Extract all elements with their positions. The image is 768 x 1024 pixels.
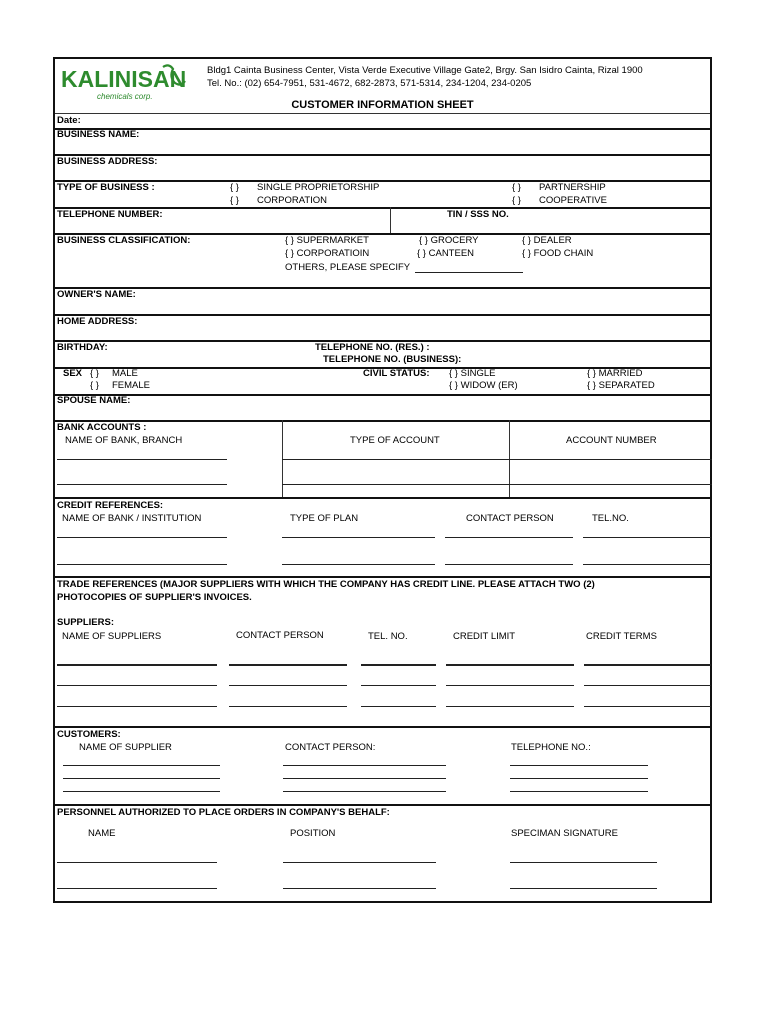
- trade-col-limit: CREDIT LIMIT: [453, 631, 516, 642]
- option-single[interactable]: { } SINGLE: [449, 368, 496, 379]
- supplier-tel-line[interactable]: [361, 706, 436, 707]
- type-of-business-label: TYPE OF BUSINESS :: [57, 182, 155, 193]
- personnel-col-position: POSITION: [290, 828, 336, 839]
- supplier-line[interactable]: [57, 685, 217, 686]
- civil-status-label: CIVIL STATUS:: [363, 368, 430, 379]
- customer-tel-line[interactable]: [510, 765, 648, 766]
- company-address: Bldg1 Cainta Business Center, Vista Verde Executive Village Gate2, Brgy. San Isidro Cainta, Rizal 1900: [207, 65, 643, 76]
- rule: [55, 804, 710, 806]
- bank-row-line: [282, 459, 712, 460]
- trade-references-heading: TRADE REFERENCES (MAJOR SUPPLIERS WITH WHICH THE COMPANY HAS CREDIT LINE. PLEASE ATTACH TWO (2): [57, 579, 595, 590]
- credit-plan-line[interactable]: [282, 537, 435, 538]
- checkbox-corporation[interactable]: { }: [230, 195, 239, 206]
- bank-col-number: ACCOUNT NUMBER: [566, 435, 657, 446]
- supplier-line[interactable]: [57, 706, 217, 707]
- option-supermarket[interactable]: { } SUPERMARKET: [285, 235, 369, 246]
- option-male: MALE: [112, 368, 138, 379]
- supplier-tel-line[interactable]: [361, 685, 436, 686]
- trade-col-terms: CREDIT TERMS: [586, 631, 657, 642]
- bank-col-name: NAME OF BANK, BRANCH: [65, 435, 183, 446]
- credit-col-bank: NAME OF BANK / INSTITUTION: [62, 513, 202, 524]
- customer-name-line[interactable]: [63, 765, 220, 766]
- personnel-position-line[interactable]: [283, 888, 436, 889]
- customer-contact-line[interactable]: [283, 778, 446, 779]
- supplier-tel-line[interactable]: [361, 664, 436, 666]
- supplier-limit-line[interactable]: [446, 685, 574, 686]
- rule: [55, 576, 710, 578]
- personnel-col-signature: SPECIMAN SIGNATURE: [511, 828, 618, 839]
- logo-graphic: [59, 63, 203, 103]
- rule: [55, 113, 710, 114]
- business-classification-label: BUSINESS CLASSIFICATION:: [57, 235, 191, 246]
- option-dealer[interactable]: { } DEALER: [522, 235, 572, 246]
- option-corporation-class[interactable]: { } CORPORATIOIN: [285, 248, 370, 259]
- rule: [55, 287, 710, 289]
- option-partnership: PARTNERSHIP: [539, 182, 606, 193]
- option-corporation: CORPORATION: [257, 195, 328, 206]
- divider: [390, 207, 391, 233]
- customer-tel-line[interactable]: [510, 778, 648, 779]
- rule: [55, 314, 710, 316]
- supplier-limit-line[interactable]: [446, 706, 574, 707]
- logo-wordmark: KALINISAN: [61, 66, 187, 92]
- credit-col-plan: TYPE OF PLAN: [290, 513, 359, 524]
- option-others-specify: OTHERS, PLEASE SPECIFY: [285, 262, 411, 273]
- personnel-name-line[interactable]: [57, 862, 217, 863]
- personnel-heading: PERSONNEL AUTHORIZED TO PLACE ORDERS IN COMPANY'S BEHALF:: [57, 807, 390, 818]
- trade-col-name: NAME OF SUPPLIERS: [62, 631, 162, 642]
- others-specify-line[interactable]: [415, 272, 523, 273]
- sex-label: SEX: [63, 368, 83, 379]
- logo-subtitle: chemicals corp.: [97, 92, 153, 101]
- credit-plan-line[interactable]: [282, 564, 435, 565]
- supplier-terms-line[interactable]: [584, 685, 711, 686]
- trade-col-contact: CONTACT PERSON: [236, 630, 324, 641]
- credit-contact-line[interactable]: [445, 537, 573, 538]
- personnel-col-name: NAME: [88, 828, 116, 839]
- customer-name-line[interactable]: [63, 778, 220, 779]
- bank-accounts-label: BANK ACCOUNTS :: [57, 422, 147, 433]
- form-title: CUSTOMER INFORMATION SHEET: [291, 99, 474, 111]
- credit-col-tel: TEL.NO.: [592, 513, 629, 524]
- bank-name-line[interactable]: [57, 459, 227, 460]
- company-telephone: Tel. No.: (02) 654-7951, 531-4672, 682-2873, 571-5314, 234-1204, 234-0205: [207, 77, 532, 89]
- rule: [55, 726, 710, 728]
- birthday-label: BIRTHDAY:: [57, 342, 108, 353]
- option-grocery[interactable]: { } GROCERY: [419, 235, 479, 246]
- date-label: Date:: [57, 115, 81, 126]
- supplier-contact-line[interactable]: [229, 664, 347, 666]
- customer-contact-line[interactable]: [283, 765, 446, 766]
- customer-contact-line[interactable]: [283, 791, 446, 792]
- option-cooperative: COOPERATIVE: [539, 195, 607, 206]
- supplier-contact-line[interactable]: [229, 706, 347, 707]
- owners-name-label: OWNER'S NAME:: [57, 289, 136, 300]
- checkbox-cooperative[interactable]: { }: [512, 195, 521, 206]
- credit-contact-line[interactable]: [445, 564, 573, 565]
- option-single-proprietorship: SINGLE PROPRIETORSHIP: [257, 182, 380, 193]
- customers-col-name: NAME OF SUPPLIER: [79, 742, 172, 753]
- rule: [55, 497, 710, 499]
- customers-col-tel: TELEPHONE NO.:: [511, 742, 591, 753]
- supplier-terms-line[interactable]: [584, 664, 711, 666]
- credit-references-label: CREDIT REFERENCES:: [57, 500, 164, 511]
- rule: [55, 128, 710, 130]
- personnel-signature-line[interactable]: [510, 862, 657, 863]
- supplier-contact-line[interactable]: [229, 685, 347, 686]
- checkbox-partnership[interactable]: { }: [512, 182, 521, 193]
- credit-tel-line[interactable]: [583, 564, 711, 565]
- bank-row-line: [282, 484, 712, 485]
- supplier-line[interactable]: [57, 664, 217, 666]
- business-name-label: BUSINESS NAME:: [57, 129, 140, 140]
- bank-name-line[interactable]: [57, 484, 227, 485]
- checkbox-female[interactable]: { }: [90, 380, 99, 391]
- business-address-label: BUSINESS ADDRESS:: [57, 156, 158, 167]
- customer-information-form: [53, 57, 712, 903]
- personnel-position-line[interactable]: [283, 862, 436, 863]
- personnel-name-line[interactable]: [57, 888, 217, 889]
- spouse-name-label: SPOUSE NAME:: [57, 395, 131, 406]
- customer-name-line[interactable]: [63, 791, 220, 792]
- customers-col-contact: CONTACT PERSON:: [285, 742, 376, 753]
- supplier-terms-line[interactable]: [584, 706, 711, 707]
- credit-bank-line[interactable]: [57, 537, 227, 538]
- suppliers-label: SUPPLIERS:: [57, 617, 115, 628]
- company-contact: [207, 65, 643, 90]
- option-married[interactable]: { } MARRIED: [587, 368, 643, 379]
- telephone-number-label: TELEPHONE NUMBER:: [57, 209, 163, 220]
- customers-label: CUSTOMERS:: [57, 729, 121, 740]
- option-separated[interactable]: { } SEPARATED: [587, 380, 655, 391]
- credit-bank-line[interactable]: [57, 564, 227, 565]
- tin-sss-label: TIN / SSS NO.: [447, 209, 509, 220]
- customer-tel-line[interactable]: [510, 791, 648, 792]
- credit-col-contact: CONTACT PERSON: [466, 513, 554, 524]
- option-female: FEMALE: [112, 380, 151, 391]
- company-logo: [59, 63, 203, 103]
- bank-col-type: TYPE OF ACCOUNT: [350, 435, 440, 446]
- rule: [55, 420, 710, 422]
- trade-col-tel: TEL. NO.: [368, 631, 408, 642]
- credit-tel-line[interactable]: [583, 537, 711, 538]
- telephone-res-label: TELEPHONE NO. (RES.) :: [315, 342, 430, 353]
- checkbox-single-proprietorship[interactable]: { }: [230, 182, 239, 193]
- personnel-signature-line[interactable]: [510, 888, 657, 889]
- trade-references-heading-2: PHOTOCOPIES OF SUPPLIER'S INVOICES.: [57, 592, 252, 603]
- home-address-label: HOME ADDRESS:: [57, 316, 138, 327]
- rule: [55, 394, 710, 396]
- supplier-limit-line[interactable]: [446, 664, 574, 666]
- checkbox-male[interactable]: { }: [90, 368, 99, 379]
- option-food-chain[interactable]: { } FOOD CHAIN: [522, 248, 594, 259]
- telephone-business-label: TELEPHONE NO. (BUSINESS):: [323, 354, 462, 365]
- option-widow[interactable]: { } WIDOW (ER): [449, 380, 518, 391]
- option-canteen[interactable]: { } CANTEEN: [417, 248, 475, 259]
